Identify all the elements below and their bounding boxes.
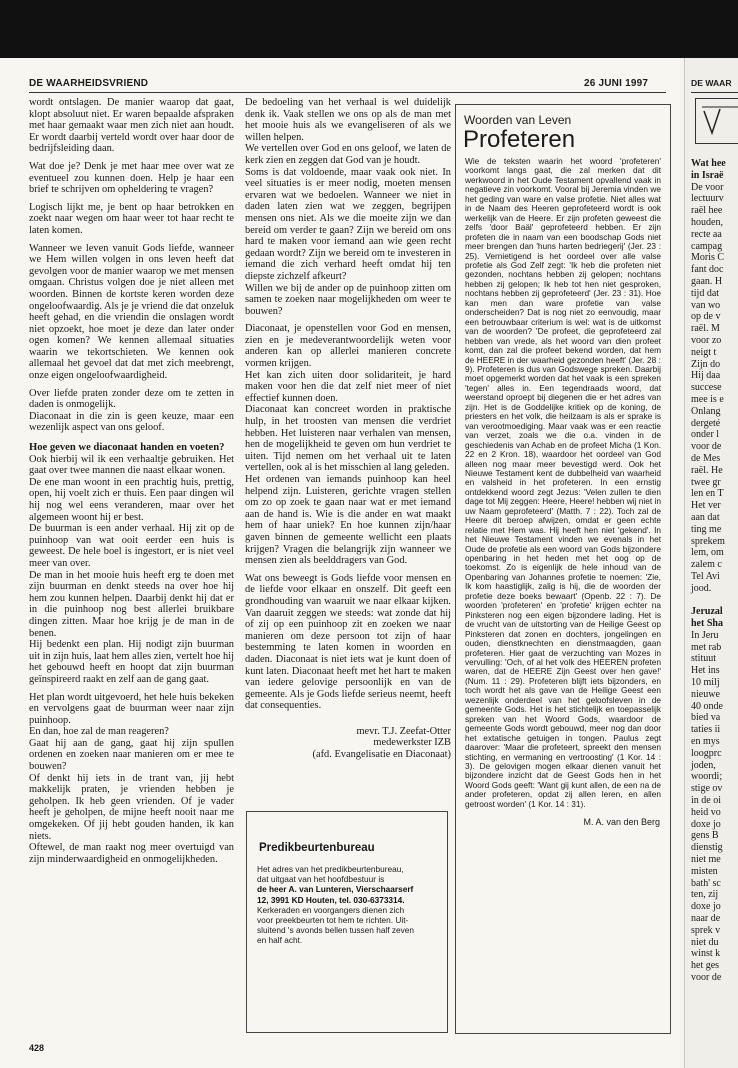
signature-name: mevr. T.J. Zeefat-Otter bbox=[356, 725, 451, 737]
paragraph: Het plan wordt uitgevoerd, het hele huis bekeken en vervolgens gaat de buurman weer naar zijn puinhoop. bbox=[29, 691, 234, 726]
box-line: dat uitgaat van het hoofdbestuur is bbox=[257, 874, 385, 885]
adjacent-line: zalem c bbox=[691, 559, 722, 571]
adjacent-line: Het ver bbox=[691, 500, 721, 512]
adjacent-line: nieuwe bbox=[691, 688, 720, 700]
adjacent-text bbox=[691, 158, 738, 984]
feature-kicker: Woorden van Leven bbox=[464, 113, 572, 127]
adjacent-line: succese bbox=[691, 382, 722, 394]
adjacent-line: 40 onde bbox=[691, 700, 723, 712]
paragraph: Het ordenen van iemands puinhoop kan heel helpend zijn. Luisteren, gerichte vragen stellen om zo op zoek te gaan naar wat er met iemand aan de hand is. Wie is die ander en wat maakt hem of haar uniek? En hoe kunnen zijn/haar gaven binnen de gemeente wellicht een plaats krijgen? Vragen die belangrijk zijn wanneer we mensen zien als beelddragers van God. bbox=[245, 474, 451, 567]
adjacent-line: het Sha bbox=[691, 618, 723, 630]
signature-role: medewerkster IZB bbox=[373, 737, 451, 749]
adjacent-line: met rab bbox=[691, 641, 722, 653]
adjacent-line: neigt t bbox=[691, 346, 717, 358]
feature-author: M. A. van den Berg bbox=[583, 817, 660, 828]
paragraph: Logisch lijkt me, je bent op haar betrokken en zoekt naar wegen om haar weer tot haar recht te laten komen. bbox=[29, 201, 234, 236]
adjacent-line: raël. He bbox=[691, 464, 723, 476]
adjacent-header: DE WAAR bbox=[691, 78, 732, 88]
adjacent-line: winst k bbox=[691, 948, 721, 960]
logo-icon bbox=[700, 103, 738, 137]
adjacent-line: Hij daa bbox=[691, 370, 721, 382]
adjacent-line: Zijn do bbox=[691, 358, 721, 370]
adjacent-line: tijd dat bbox=[691, 287, 720, 299]
paragraph: Of denkt hij iets in de trant van, jij hebt makkelijk praten, je vrienden hebben je geholpen. Ik heb geen vrienden. Of je vader heeft je geholpen, de mijne heeft nooit naar me omgekeken. Of jij hebt gouden handen, ik kan niets. bbox=[29, 772, 234, 842]
paragraph: Diaconaat kan concreet worden in praktische hulp, in het troosten van mensen die verdriet hebben. Het luisteren naar verhalen van mensen, hen de mogelijkheid te geven om hun verdriet te uiten. Tijd nemen om het verhaal uit te laten vertellen, ook al is het misschien al lang geleden. bbox=[245, 404, 451, 474]
box-line: de heer A. van Lunteren, Vierschaarserf bbox=[257, 884, 414, 895]
adjacent-line: aan dat bbox=[691, 511, 720, 523]
adjacent-line: len en T bbox=[691, 488, 724, 500]
adjacent-line: en mys bbox=[691, 736, 720, 748]
adjacent-logo-box bbox=[695, 98, 738, 144]
paragraph: Over liefde praten zonder deze om te zetten in daden is onmogelijk. bbox=[29, 387, 234, 411]
paragraph: Wat doe je? Denk je met haar mee over wat ze eventueel zou kunnen doen. Help je haar een brief te schrijven om opheldering te vragen? bbox=[29, 160, 234, 196]
box-line: en half acht. bbox=[257, 935, 303, 946]
adjacent-line: lectuurv bbox=[691, 193, 724, 205]
box-body bbox=[257, 864, 437, 946]
paragraph: En dan, hoe zal de man reageren? bbox=[29, 726, 169, 738]
adjacent-line: mee is e bbox=[691, 393, 724, 405]
box-line: Het adres van het predikbeurtenbureau, bbox=[257, 864, 404, 874]
adjacent-line: bied va bbox=[691, 712, 721, 724]
feature-title: Profeteren bbox=[463, 126, 576, 153]
adjacent-line: twee gr bbox=[691, 476, 721, 488]
column-1 bbox=[29, 97, 234, 1037]
adjacent-line: Jeruzal bbox=[691, 606, 723, 618]
adjacent-line: het ges bbox=[691, 960, 720, 972]
adjacent-line: fant doc bbox=[691, 264, 724, 276]
adjacent-line: doxe jo bbox=[691, 818, 721, 830]
signature-dept: (afd. Evangelisatie en Diaconaat) bbox=[312, 749, 451, 761]
adjacent-line: Onlang bbox=[691, 405, 721, 417]
adjacent-line: op de v bbox=[691, 311, 721, 323]
adjacent-line: houden, bbox=[691, 216, 723, 228]
issue-date: 26 JUNI 1997 bbox=[584, 78, 649, 89]
adjacent-line: ting me bbox=[691, 523, 722, 535]
adjacent-line: Moris C bbox=[691, 252, 725, 264]
adjacent-line: campag bbox=[691, 240, 723, 252]
adjacent-line: loogprc bbox=[691, 747, 722, 759]
adjacent-line: gaan. H bbox=[691, 275, 723, 287]
adjacent-line: dergeté bbox=[691, 417, 721, 429]
adjacent-line: Wat hee bbox=[691, 158, 726, 169]
adjacent-line: In Jeru bbox=[691, 629, 719, 641]
box-title: Predikbeurtenbureau bbox=[259, 842, 375, 854]
feature-body: Wie de teksten waarin het woord 'profeteren' voorkomt langs gaat, die zal merken dat dit werkwoord in het Oude Testament opvallend vaak in negatieve zin voorkomt. Vooral bij Jeremia vinden we het geding van ware en valse profetie. Niet alles wat in de Naam des Heeren geprofeteerd wordt is ook werkelijk van de Heere. Er zijn profeten geweest die zelfs 'door Baäl' geprofeteerd hebben. Er zijn profeten die in naam van een boodschap Gods niet meer brengen dan 'huns harten bedriegerij' (Jer. 23 : 25). Vernietigend is het oordeel over alle valse profetie als God Zelf zegt: 'Ik heb die profeten niet gezonden, nochtans hebben zij gelopen; nochtans hebben zij gelopen; Ik heb tot hen niet gesproken, nochtans hebben zij geprofeteerd' (Jer. 23 : 31). Hoe kan men dan ware profetie van valse onderscheiden? Dat is nog niet zo eenvoudig, maar een betrouwbaar criterium is wel: wat is de uitkomst van de woorden? 'De profeet, die geprofeteerd zal hebben van vrede, als het woord van dien profeet komt, dan zal die profeet bekend worden, dat hem de HEERE in der waarheid gezonden heeft' (Jer. 28 : 9). Profeteren is dus van Godswege spreken. Daarbij moet opgemerkt worden dat het vaak is een spreken 'tegen' alles in. Een tegendraads woord, dat weerstand oproept bij diegenen die er het adres van zijn. Het is de Goddelijke kritiek op de koning, de priesters en het volk, die heilzaam is als er sprake is van verootmoediging. Maar vaak was er een reactie van verzet, zoals we die o.a. vinden in de geschiedenis van Achab en de profeet Micha (1 Kon. 22 en 2 Kron. 18), waardoor het oordeel van God alleen nog maar meer bevestigd werd. Ook het Nieuwe Testament kent de dubbelheid van waarheid en valsheid in het profeteren. In een ernstig ontdekkend woord zegt Jezus: 'Velen zullen te dien dage tot Mij zeggen: Heere, Heere! hebben wij niet in uw Naam geprofeteerd' (Matth. 7 : 22). Toch zal de Heere dit beroep afwijzen, omdat er geen echte relatie met Hem was. Hij heeft hen niet 'gekend'. In het Nieuwe Testament vinden we evenals in het Oude de profetie als een woord van Gods bijzondere openbaring in het heden met het oog op de toekomst. Zo is eigenlijk de hele inhoud van de Openbaring van Johannes profetie te noemen: 'Zie, Ik kom haastiglijk, zalig is hij, die de woorden der profetie deze boeks bewaart' (Openb. 22 : 7). De woorden 'profeteren' en 'profetie' krijgen echter na Pinksteren nog een eigen bijzondere lading. Het is de vrucht van de uitstorting van de Heilige Geest op Pinksteren dat zonen en dochters, jongelingen en ouden, dienstknechten en dienstmaagden, gaan profeteren. Hier gaat de verzuchting van Mozes in vervulling: 'Och, of al het volk des HEEREN profeten waren, dat de HEERE Zijn Geest over hen gave!' (Num. 11 : 29). Profeteren blijft iets bijzonders, en toch wordt het als gave van de Heilige Geest een wezenlijk onderdeel van het geloofsleven in de gemeente Gods. Het is het stichtelijk en toepasselijk spreken van het Woord Gods, waardoor de gemeente Gods wordt gebouwd, meer nog dan door het extatische getuigen in tongen. Paulus zegt daarover: 'Maar die profeteert, spreekt den mensen stichting, en vermaning en vertroosting' (1 Kor. 14 : 3). De gelovigen mogen elkaar dienen vanuit het bijzondere inzicht dat de Geest Gods hen in het Woord Gods geeft: 'Want gij kunt allen, de een na de ander profeteren, opdat zij allen leren, en allen getroost worden' (1 Kor. 14 : 31). bbox=[465, 156, 661, 809]
adjacent-line: dienstig bbox=[691, 842, 723, 854]
paragraph: We vertellen over God en ons geloof, we laten de kerk zien en zeggen dat God van je houdt. bbox=[245, 143, 451, 166]
page-number: 428 bbox=[29, 1043, 45, 1053]
paragraph: Oftewel, de man raakt nog meer overtuigd van zijn minderwaardigheid en onmogelijkheden. bbox=[29, 842, 234, 865]
paragraph: De ene man woont in een prachtig huis, prettig, open, hij voelt zich er thuis. Een paar dingen wil hij nog wel eens veranderen, maar over het algemeen woont hij er best. bbox=[29, 476, 234, 523]
paragraph: Het kan zich uiten door solidariteit, je hard maken voor hen die dat zelf niet meer of niet effectief kunnen doen. bbox=[245, 369, 451, 404]
adjacent-line: Tel Avi bbox=[691, 570, 720, 582]
adjacent-line: misten bbox=[691, 865, 718, 877]
adjacent-line: in Israë bbox=[691, 169, 724, 181]
paragraph: De buurman is een ander verhaal. Hij zit op de puinhoop van wat ooit eerder een huis is geweest. De hele boel is ingestort, er is niet veel meer van over. bbox=[29, 523, 234, 569]
paragraph: Wanneer we leven vanuit Gods liefde, wanneer we Hem willen volgen in ons leven heeft dat gevolgen voor de manier waarop we met mensen omgaan. Christus volgen doe je niet alleen met woorden. Binnen de kortste keren worden deze ongeloofwaardig. Als je je vriend die dat onzeluk heeft gehad, en die vriendin die onslagen wordt niet opzoekt, hoe moet je deze dan later onder ogen komen? We kennen allemaal situaties waarin we tekortschieten. We kennen ook allemaal het gevoel dat dat met zich meebrengt, onze eigen ongeloofwaardigheid. bbox=[29, 242, 234, 382]
adjacent-line: voor de bbox=[691, 441, 722, 453]
adjacent-line: sprekem bbox=[691, 535, 725, 547]
adjacent-line bbox=[691, 594, 738, 606]
paragraph: Diaconaat in die zin is geen keuze, maar een wezenlijk aspect van ons geloof. bbox=[29, 410, 234, 434]
box-line: 12, 3991 KD Houten, tel. 030-6373314. bbox=[257, 894, 405, 905]
scan-border bbox=[0, 0, 738, 58]
signature bbox=[245, 726, 451, 761]
paragraph: Hij bedenkt een plan. Hij nodigt zijn buurman uit in zijn huis, laat hem alles zien, vertelt hoe hij het gebouwd heeft en hoopt dat zijn buurman geïnspireerd raakt en zelf aan de gang gaat. bbox=[29, 639, 234, 685]
paragraph: Soms is dat voldoende, maar vaak ook niet. In veel situaties is er meer nodig, moeten mensen ervaren wat we bedoelen. Wanneer we niet in daden laten zien wat we zeggen, begrijpen mensen ons niet. Als we die moeite zijn we dan bereid om verder te gaan? Zijn we bereid om ons hard te maken voor iemand aan wie geen recht gedaan wordt? Zijn we bereid om te investeren in iemand die zich verhard heeft omdat hij ten diepste zichzelf afkeurt? bbox=[245, 166, 451, 282]
adjacent-line: De voor bbox=[691, 181, 724, 193]
box-line: voor preekbeurten tot hem te richten. Uit- bbox=[257, 915, 409, 926]
box-line: sluitend 's avonds bellen tussen half zeven bbox=[257, 925, 415, 936]
predikbeurtenbureau-box bbox=[246, 811, 448, 1033]
paragraph: wordt ontslagen. De manier waarop dat gaat, klopt absoluut niet. Er waren bepaalde afspraken met haar gemaakt waar men zich niet aan houdt. Er wordt daarbij verteld wordt over haar door de bedrijfsleiding daan. bbox=[29, 97, 234, 155]
header-rule bbox=[29, 92, 666, 93]
paragraph: De man in het mooie huis heeft erg te doen met zijn buurman en denkt steeds na over hoe hij hem zou kunnen helpen. Daarbij denkt hij dat er in die puinhoop nog best allerlei bruikbare dingen zitten. Maar hoe krijg je de man in de benen. bbox=[29, 569, 234, 639]
adjacent-line: de Mes bbox=[691, 452, 721, 464]
adjacent-line: voor de bbox=[691, 971, 722, 983]
adjacent-line: jood. bbox=[691, 582, 712, 594]
adjacent-line: in de oi bbox=[691, 795, 721, 807]
adjacent-line: voor zo bbox=[691, 334, 722, 346]
publication-title: DE WAARHEIDSVRIEND bbox=[29, 78, 149, 89]
section-heading: Hoe geven we diaconaat handen en voeten? bbox=[29, 442, 225, 454]
adjacent-line: niet du bbox=[691, 936, 719, 948]
adjacent-line: joden, bbox=[691, 759, 716, 771]
adjacent-line: recte aa bbox=[691, 228, 722, 240]
adjacent-line: niet me bbox=[691, 854, 721, 866]
box-line: Kerkeraden en voorgangers dienen zich bbox=[257, 904, 405, 915]
adjacent-line: naar de bbox=[691, 913, 721, 924]
adjacent-line: stige ov bbox=[691, 783, 723, 795]
adjacent-line: taties ii bbox=[691, 724, 721, 736]
adjacent-line: stituut bbox=[691, 653, 717, 665]
adjacent-line: bath' sc bbox=[691, 877, 721, 889]
adjacent-line: woordi; bbox=[691, 771, 723, 783]
paragraph: Wat ons beweegt is Gods liefde voor mensen en de liefde voor elkaar en onszelf. Dit geeft een grondhouding van waaruit we naar elkaar kijken. Van daaruit zeggen we steeds: wat zonde dat hij of zij op een puinhoop zit en zoeken we naar manieren om deze persoon tot zijn of haar bestemming te laten komen in woorden en daden. Diaconaat is niet iets wat je kunt doen of kunt laten. Diaconaat heeft met het hart te maken van iedere gelovige persoonlijk en van de gemeente. Als je Gods liefde serieus neemt, heeft dat consequenties. bbox=[245, 572, 451, 712]
paragraph: De bedoeling van het verhaal is wel duidelijk denk ik. Vaak stellen we ons op als de man met het mooie huis als we evangeliseren of als we willen helpen. bbox=[245, 97, 451, 143]
paragraph: Willen we bij de ander op de puinhoop zitten om samen te zoeken naar mogelijkheden om weer te bouwen? bbox=[245, 282, 451, 317]
adjacent-line: onder l bbox=[691, 429, 720, 441]
feature-article bbox=[455, 104, 671, 1034]
paragraph: Ook hierbij wil ik een verhaaltje gebruiken. Het gaat over twee mannen die naast elkaar wonen. bbox=[29, 453, 234, 477]
adjacent-line: heid vo bbox=[691, 806, 721, 818]
paragraph: Diaconaat, je openstellen voor God en mensen, zien en je medeverantwoordelijk weten voor anderen kan op allerlei manieren concrete vormen krijgen. bbox=[245, 323, 451, 370]
adjacent-line: lem, om bbox=[691, 547, 724, 559]
paragraph: Gaat hij aan de gang, gaat hij zijn spullen ordenen en zoeken naar manieren om er mee te bouwen? bbox=[29, 737, 234, 773]
adjacent-line: Het ins bbox=[691, 665, 720, 677]
adjacent-line: raël hee bbox=[691, 205, 723, 217]
adjacent-line: sprek v bbox=[691, 924, 721, 936]
adjacent-rule bbox=[691, 92, 738, 93]
adjacent-line: van wo bbox=[691, 299, 721, 311]
adjacent-line: raël. M bbox=[691, 323, 720, 335]
adjacent-line: gens B bbox=[691, 830, 719, 842]
adjacent-line: doxe jo bbox=[691, 901, 721, 913]
adjacent-page bbox=[684, 58, 738, 1068]
adjacent-line: 10 milj bbox=[691, 677, 720, 689]
adjacent-line: ten, zij bbox=[691, 889, 719, 901]
